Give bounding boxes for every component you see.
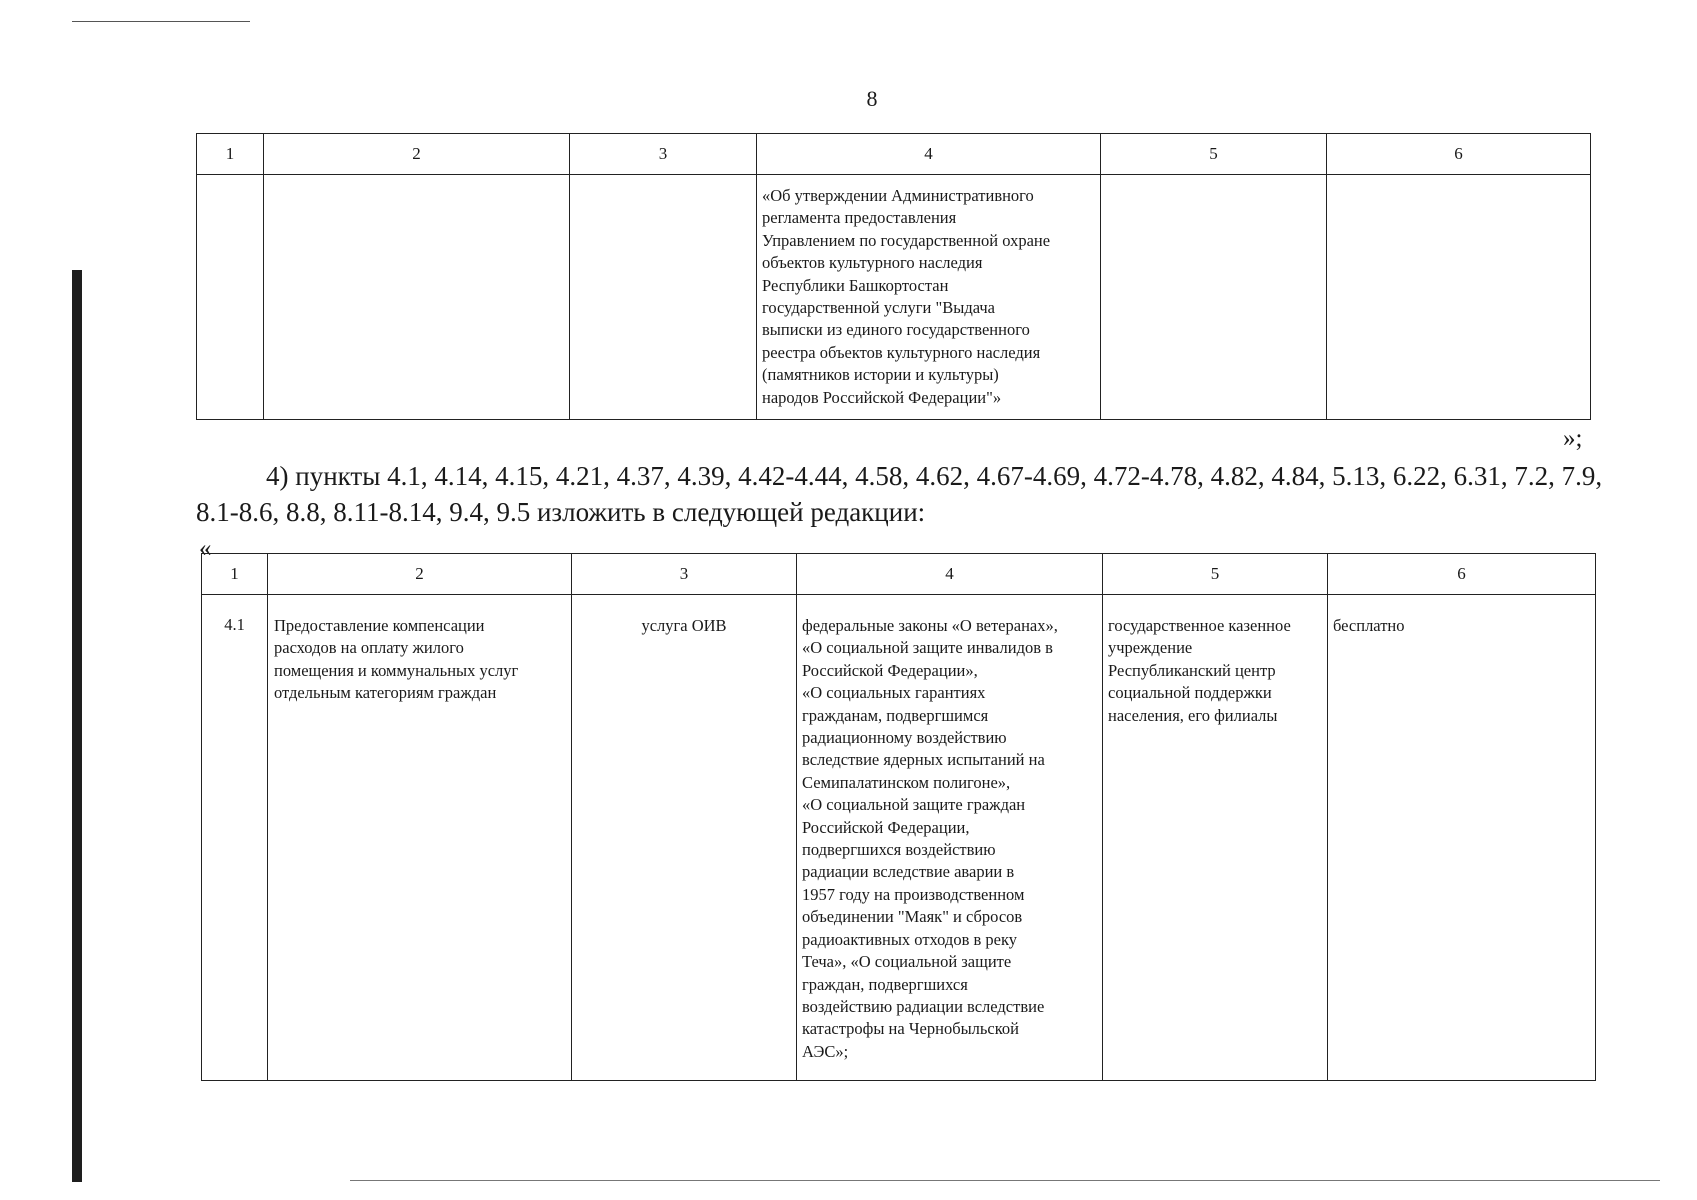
- closing-quote: »;: [1563, 425, 1583, 452]
- continuation-table: [196, 133, 1591, 420]
- table-row: [202, 595, 1596, 1081]
- column-number-2: 2: [268, 554, 572, 595]
- column-number-4: 4: [797, 554, 1103, 595]
- cell-service-name: [264, 175, 570, 420]
- table-row: [197, 175, 1591, 420]
- cell-legal-basis: «Об утверждении Административного регламента предоставления Управлением по государственной охране объектов культурного наследия Республики Башкортостан государственной услуги "Выдача выписки из единого государственного реестра объектов культурного наследия (памятников истории и культуры) народов Российской Федерации"»: [757, 175, 1101, 420]
- cell-item-number: [197, 175, 264, 420]
- scan-artifact-line-top: [72, 21, 250, 22]
- cell-fee: [1327, 175, 1591, 420]
- table-header-row: [202, 554, 1596, 595]
- scan-artifact-line-bottom: [350, 1180, 1660, 1181]
- column-number-5: 5: [1101, 134, 1327, 175]
- column-number-2: 2: [264, 134, 570, 175]
- cell-legal-basis: федеральные законы «О ветеранах», «О социальной защите инвалидов в Российской Федерации», «О социальных гарантиях гражданам, подвергшимся радиационному воздействию вследствие ядерных испытаний на Семипалатинском полигоне», «О социальной защите граждан Российской Федерации, подвергшихся воздействию радиации вследствие аварии в 1957 году на производственном объединении "Маяк" и сбросов радиоактивных отходов в реку Теча», «О социальной защите граждан, подвергшихся воздействию радиации вследствие катастрофы на Чернобыльской АЭС»;: [797, 595, 1103, 1081]
- column-number-3: 3: [570, 134, 757, 175]
- cell-service-type: услуга ОИВ: [572, 595, 797, 1081]
- cell-fee: бесплатно: [1328, 595, 1596, 1081]
- cell-service-type: [570, 175, 757, 420]
- page-number: 8: [866, 86, 878, 111]
- cell-provider: государственное казенное учреждение Республиканский центр социальной поддержки населения, его филиалы: [1103, 595, 1328, 1081]
- column-number-4: 4: [757, 134, 1101, 175]
- column-number-1: 1: [197, 134, 264, 175]
- cell-provider: [1101, 175, 1327, 420]
- table-header-row: [197, 134, 1591, 175]
- amendment-paragraph: 4) пункты 4.1, 4.14, 4.15, 4.21, 4.37, 4.39, 4.42-4.44, 4.58, 4.62, 4.67-4.69, 4.72-4.78, 4.82, 4.84, 5.13, 6.22, 6.31, 7.2, 7.9, 8.1-8.6, 8.8, 8.11-8.14, 9.4, 9.5 изложить в следующей редакции:: [196, 461, 1603, 527]
- column-number-5: 5: [1103, 554, 1328, 595]
- column-number-6: 6: [1328, 554, 1596, 595]
- opening-quote: «: [199, 535, 212, 562]
- cell-service-name: Предоставление компенсации расходов на оплату жилого помещения и коммунальных услуг отдельным категориям граждан: [268, 595, 572, 1081]
- column-number-1: 1: [202, 554, 268, 595]
- column-number-3: 3: [572, 554, 797, 595]
- cell-item-number: 4.1: [202, 595, 268, 1081]
- column-number-6: 6: [1327, 134, 1591, 175]
- scan-artifact-bar-left: [72, 270, 82, 1182]
- amended-items-table: [201, 553, 1596, 1081]
